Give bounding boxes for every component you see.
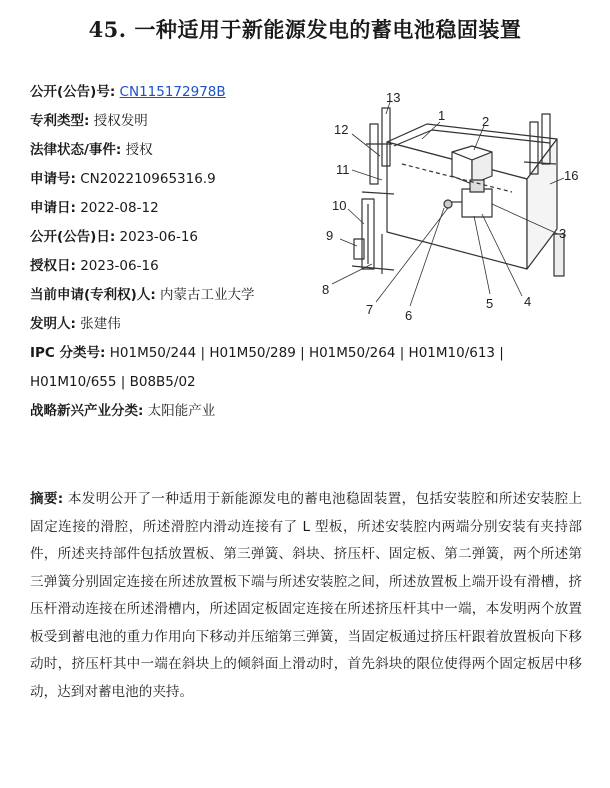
industry-label: 战略新兴产业分类: [30, 403, 144, 419]
legal-status-value: 授权 [125, 142, 153, 158]
applicant-value: 内蒙古工业大学 [160, 287, 255, 303]
patent-drawing-svg [302, 84, 592, 326]
part-label-5: 5 [486, 296, 494, 311]
part-label-13: 13 [386, 90, 401, 105]
ipc-label: IPC 分类号: [30, 345, 106, 361]
pub-date-label: 公开(公告)日: [30, 229, 116, 245]
app-date-value: 2022-08-12 [80, 200, 159, 216]
app-no-label: 申请号: [30, 171, 76, 187]
pub-date-value: 2023-06-16 [119, 229, 199, 245]
ipc-row [30, 339, 530, 397]
part-label-6: 6 [405, 308, 413, 323]
patent-type-value: 授权发明 [93, 113, 148, 129]
app-no-value: CN202210965316.9 [80, 171, 216, 187]
ipc-value: H01M50/244 | H01M50/289 | H01M50/264 | H01M10/613 | H01M10/655 | B08B5/02 [30, 345, 504, 390]
part-label-3: 3 [559, 226, 567, 241]
patent-type-label: 专利类型: [30, 113, 90, 129]
inventor-label: 发明人: [30, 316, 76, 332]
industry-row [30, 397, 530, 426]
part-label-4: 4 [524, 294, 532, 309]
grant-date-value: 2023-06-16 [80, 258, 159, 274]
abstract-text: 本发明公开了一种适用于新能源发电的蓄电池稳固装置，包括安装腔和所述安装腔上固定连接的滑腔，所述滑腔内滑动连接有了 L 型板，所述安装腔内两端分别安装有夹持部件，所述夹持部件包括放置板、第三弹簧、斜块、挤压杆、固定板、第二弹簧，两个所述第三弹簧分别固定连接在所述放置板下端与所述安装腔之间，所述放置板上端开设有滑槽，挤压杆滑动连接在所述滑槽内，所述固定板固定连接在所述挤压杆其中一端，本发明两个放置板受到蓄电池的重力作用向下移动并压缩第三弹簧，当固定板通过挤压杆跟着放置板向下移动时，挤压杆其中一端在斜块上的倾斜面上滑动时，首先斜块的限位使得两个固定板居中移动，达到对蓄电池的夹持。 [30, 491, 583, 700]
device-outline [352, 108, 567, 276]
pub-no-label: 公开(公告)号: [30, 84, 116, 100]
part-label-12: 12 [334, 122, 349, 137]
patent-drawing [302, 84, 592, 326]
part-label-16: 16 [564, 168, 579, 183]
part-label-11: 11 [336, 162, 350, 177]
page-title: 45. 一种适用于新能源发电的蓄电池稳固装置 [88, 17, 522, 42]
inventor-value: 张建伟 [80, 316, 121, 332]
part-label-1: 1 [438, 108, 446, 123]
part-label-10: 10 [332, 198, 347, 213]
part-label-8: 8 [322, 282, 330, 297]
grant-date-label: 授权日: [30, 258, 76, 274]
applicant-label: 当前申请(专利权)人: [30, 287, 156, 303]
abstract-label: 摘要: [30, 491, 64, 507]
part-label-2: 2 [482, 114, 490, 129]
pub-no-link[interactable]: CN115172978B [119, 84, 226, 100]
legal-status-label: 法律状态/事件: [30, 142, 122, 158]
part-label-9: 9 [326, 228, 334, 243]
app-date-label: 申请日: [30, 200, 76, 216]
industry-value: 太阳能产业 [147, 403, 216, 419]
abstract [30, 486, 582, 706]
part-label-7: 7 [366, 302, 374, 317]
